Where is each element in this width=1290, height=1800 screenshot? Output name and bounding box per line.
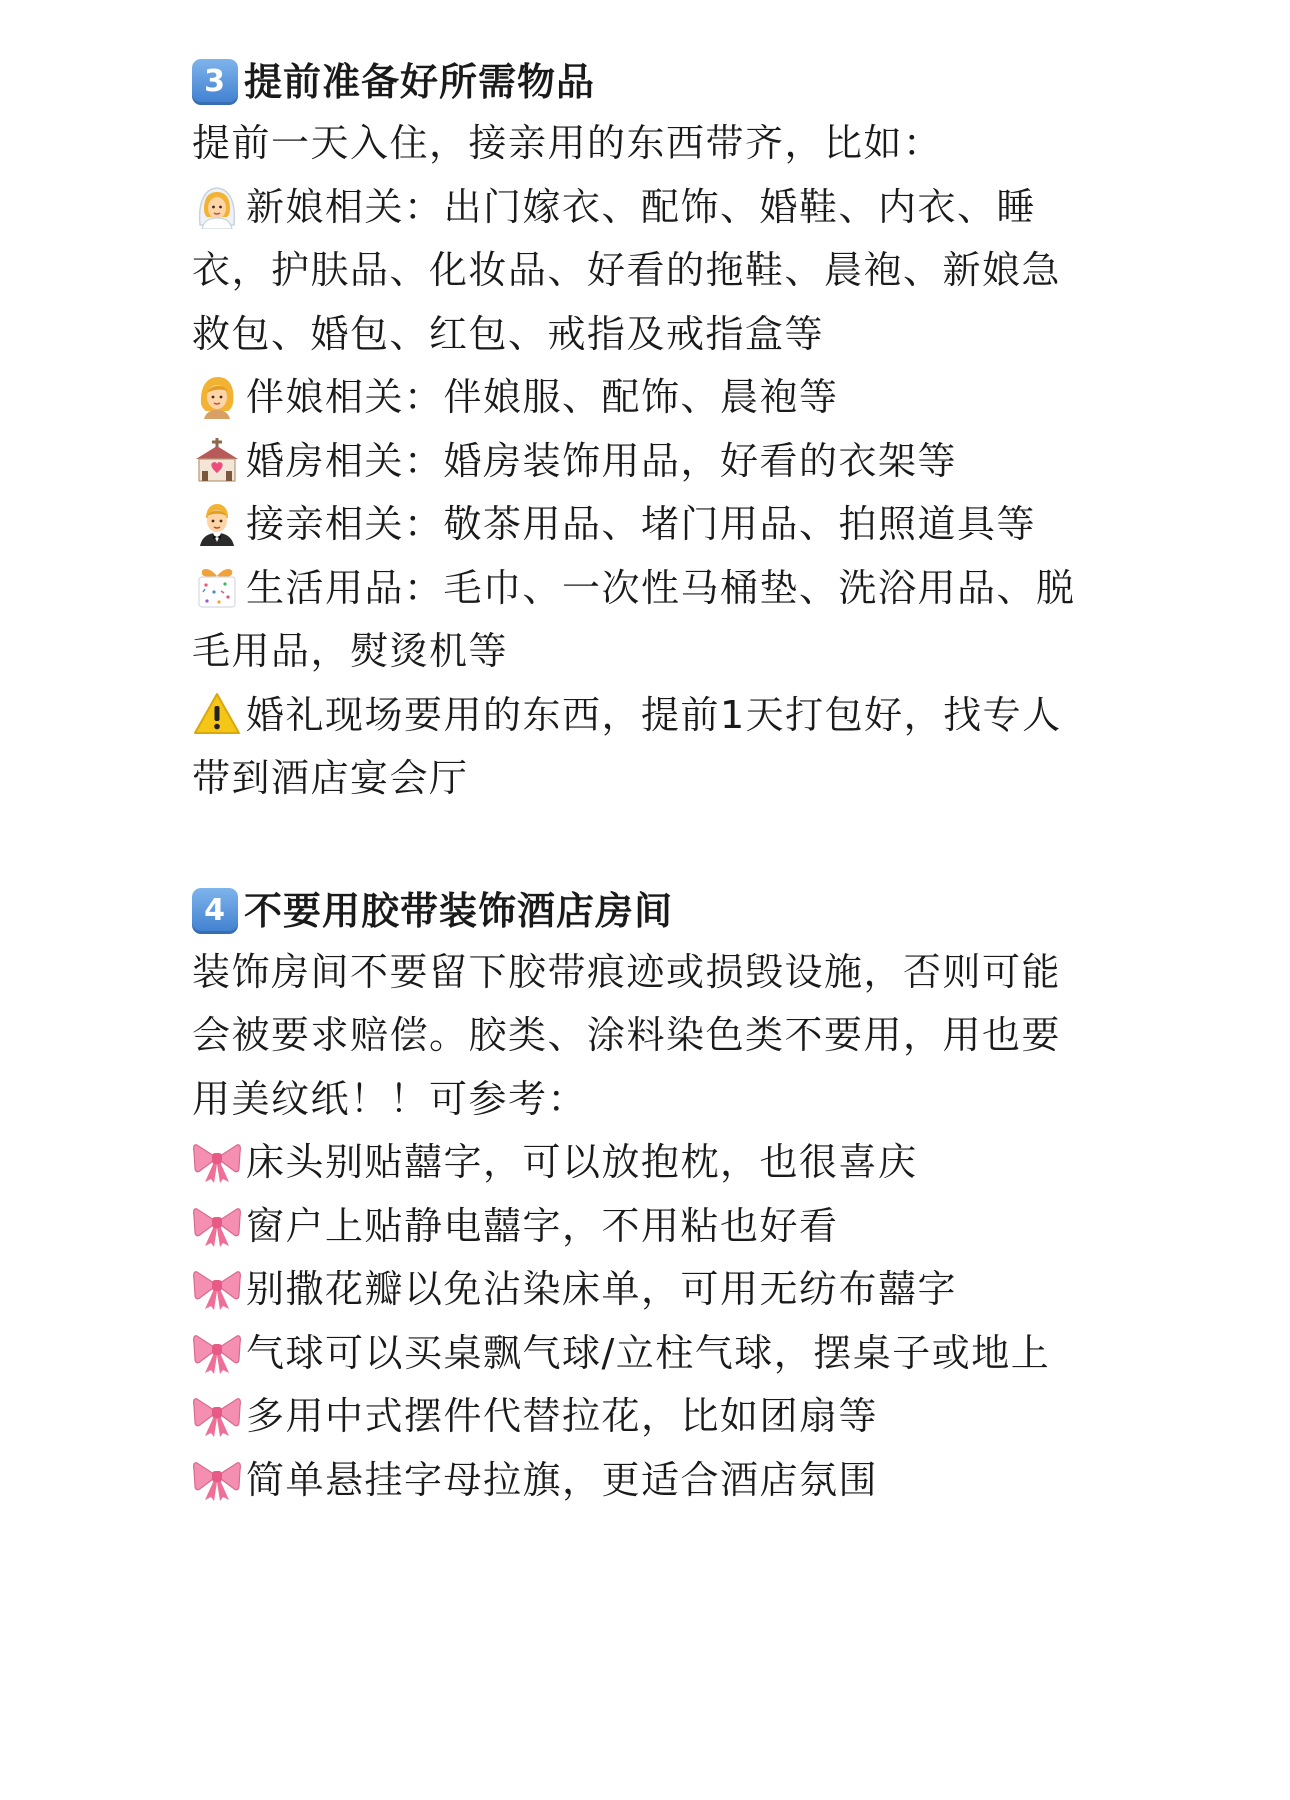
ribbon-icon	[192, 1138, 242, 1184]
keycap-4-icon: 4	[192, 888, 238, 934]
list-item-daily-goods	[192, 557, 1092, 684]
list-item-bride	[192, 176, 1092, 367]
wedding-chapel-icon	[192, 437, 242, 483]
groom-icon	[192, 500, 242, 546]
section-no-tape	[192, 881, 1092, 1513]
ribbon-icon	[192, 1202, 242, 1248]
note-content	[192, 52, 1092, 1582]
ribbon-icon	[192, 1456, 242, 1502]
list-item	[192, 1385, 1092, 1449]
list-item-text: 生活用品：毛巾、一次性马桶垫、洗浴用品、脱毛用品，熨烫机等	[192, 565, 1076, 673]
warning-icon	[192, 691, 242, 737]
list-item	[192, 1131, 1092, 1195]
list-item-bridesmaid	[192, 366, 1092, 430]
list-item-text: 多用中式摆件代替拉花，比如团扇等	[246, 1394, 879, 1438]
list-item-wedding-room	[192, 430, 1092, 494]
list-item-text: 床头别贴囍字，可以放抱枕，也很喜庆	[246, 1140, 918, 1184]
list-item-text: 接亲相关：敬茶用品、堵门用品、拍照道具等	[246, 502, 1037, 546]
section-prepare-items	[192, 52, 1092, 811]
list-item	[192, 1258, 1092, 1322]
ribbon-icon	[192, 1329, 242, 1375]
list-item-text: 伴娘相关：伴娘服、配饰、晨袍等	[246, 375, 839, 419]
section-heading	[192, 881, 1092, 941]
list-item-venue-items	[192, 684, 1092, 811]
list-item-pickup	[192, 493, 1092, 557]
list-item-text: 新娘相关：出门嫁衣、配饰、婚鞋、内衣、睡衣，护肤品、化妆品、好看的拖鞋、晨袍、新娘急救包、婚包、红包、戒指及戒指盒等	[192, 184, 1062, 356]
section-title: 不要用胶带装饰酒店房间	[244, 888, 674, 933]
list-item	[192, 1449, 1092, 1513]
bride-icon	[192, 183, 242, 229]
list-item-text: 别撒花瓣以免沾染床单，可用无纺布囍字	[246, 1267, 958, 1311]
section-title: 提前准备好所需物品	[244, 60, 596, 104]
list-item-text: 简单悬挂字母拉旗，更适合酒店氛围	[246, 1457, 879, 1502]
gift-icon	[192, 564, 242, 610]
woman-icon	[192, 373, 242, 419]
list-item	[192, 1195, 1092, 1259]
list-item-text: 气球可以买桌飘气球/立柱气球，摆桌子或地上	[246, 1330, 1051, 1375]
list-item-text: 婚礼现场要用的东西，提前1天打包好，找专人带到酒店宴会厅	[192, 692, 1062, 800]
section-heading	[192, 52, 1092, 112]
ribbon-icon	[192, 1265, 242, 1311]
list-item	[192, 1322, 1092, 1386]
keycap-3-icon: 3	[192, 59, 238, 105]
ribbon-icon	[192, 1392, 242, 1438]
section-intro: 装饰房间不要留下胶带痕迹或损毁设施，否则可能会被要求赔偿。胶类、涂料染色类不要用，用也要用美纹纸！！可参考：	[192, 949, 1062, 1121]
section-intro: 提前一天入住，接亲用的东西带齐，比如：	[192, 121, 943, 165]
list-item-text: 窗户上贴静电囍字，不用粘也好看	[246, 1203, 839, 1248]
list-item-text: 婚房相关：婚房装饰用品，好看的衣架等	[246, 438, 958, 483]
